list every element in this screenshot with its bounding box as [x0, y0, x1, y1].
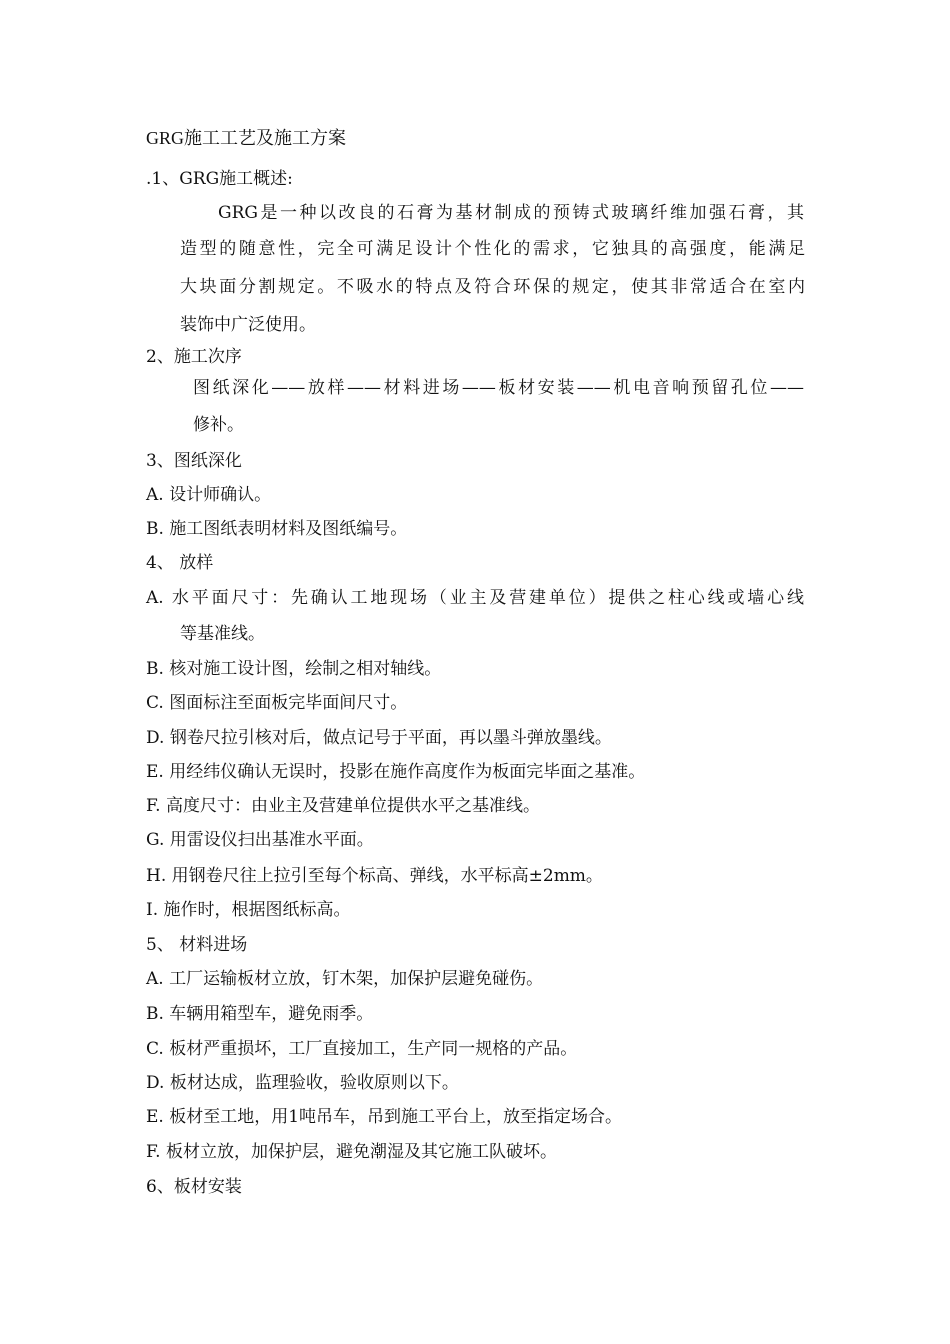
section-4-item: B. 核对施工设计图，绘制之相对轴线。 [146, 659, 442, 679]
section-4-item: D. 钢卷尺拉引核对后，做点记号于平面，再以墨斗弹放墨线。 [146, 728, 612, 748]
section-1-paragraph-line: 造型的随意性，完全可满足设计个性化的需求，它独具的高强度，能满足 [180, 239, 805, 259]
section-4-heading: 4、 放样 [146, 553, 214, 573]
section-4-item: 等基准线。 [180, 624, 265, 644]
section-5-item: B. 车辆用箱型车，避免雨季。 [146, 1004, 374, 1024]
section-6-heading: 6、板材安装 [146, 1177, 242, 1197]
section-5-item: D. 板材达成，监理验收，验收原则以下。 [146, 1073, 459, 1093]
section-4-item: A. 水平面尺寸：先确认工地现场（业主及营建单位）提供之柱心线或墙心线 [146, 588, 804, 608]
section-2-line: 图纸深化——放样——材料进场——板材安装——机电音响预留孔位—— [193, 378, 804, 398]
section-5-item: A. 工厂运输板材立放，钉木架，加保护层避免碰伤。 [146, 969, 544, 989]
section-1-heading: .1、GRG施工概述: [146, 169, 293, 189]
section-1-paragraph-line: 装饰中广泛使用。 [180, 315, 316, 335]
section-1-paragraph-line: 大块面分割规定。不吸水的特点及符合环保的规定，使其非常适合在室内 [180, 277, 805, 297]
section-4-item: F. 高度尺寸：由业主及营建单位提供水平之基准线。 [146, 796, 540, 816]
section-4-item: H. 用钢卷尺往上拉引至每个标高、弹线，水平标高±2mm。 [146, 866, 603, 886]
section-5-heading: 5、 材料进场 [146, 935, 248, 955]
section-3-item: B. 施工图纸表明材料及图纸编号。 [146, 519, 408, 539]
section-5-item: C. 板材严重损坏，工厂直接加工，生产同一规格的产品。 [146, 1039, 578, 1059]
section-4-item: G. 用雷设仪扫出基准水平面。 [146, 830, 374, 850]
section-3-heading: 3、图纸深化 [146, 451, 242, 471]
section-4-item: I. 施作时，根据图纸标高。 [146, 900, 351, 920]
section-4-item: C. 图面标注至面板完毕面间尺寸。 [146, 693, 408, 713]
document-title: GRG施工工艺及施工方案 [146, 128, 347, 148]
section-5-item: E. 板材至工地，用1吨吊车，吊到施工平台上，放至指定场合。 [146, 1107, 623, 1127]
section-2-heading: 2、施工次序 [146, 347, 242, 367]
section-5-item: F. 板材立放，加保护层，避免潮湿及其它施工队破坏。 [146, 1142, 557, 1162]
section-2-line: 修补。 [193, 415, 244, 435]
section-3-item: A. 设计师确认。 [146, 485, 272, 505]
section-1-paragraph-line: GRG是一种以改良的石膏为基材制成的预铸式玻璃纤维加强石膏，其 [218, 203, 804, 223]
section-4-item: E. 用经纬仪确认无误时，投影在施作高度作为板面完毕面之基准。 [146, 762, 646, 782]
